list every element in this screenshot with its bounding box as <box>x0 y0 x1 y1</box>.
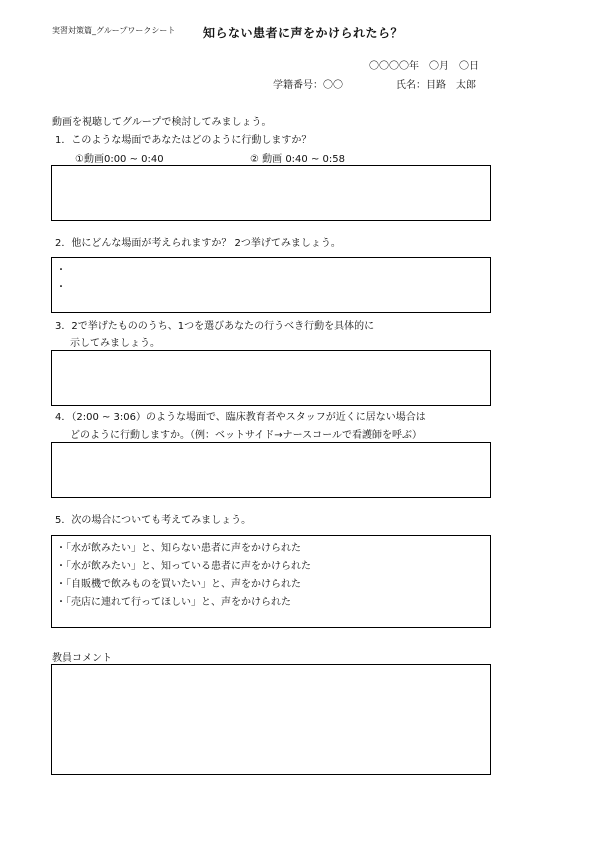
answer-box-1[interactable] <box>51 165 491 221</box>
answer-box-5[interactable] <box>51 535 491 628</box>
question-1: 1．このような場面であなたはどのように行動しますか？ <box>55 135 312 146</box>
teacher-comment-label: 教員コメント <box>52 653 112 664</box>
question-5: 5．次の場合についても考えてみましょう。 <box>55 515 252 526</box>
question-4-continued: どのように行動しますか。（例：ベットサイド→ナースコールで看護師を呼ぶ） <box>70 430 422 441</box>
student-name: 氏名：目路 太郎 <box>396 80 476 91</box>
date-field: 〇〇〇〇年 〇月 〇日 <box>369 61 479 72</box>
list-item: ・「水が飲みたい」と、知っている患者に声をかけられた <box>56 561 311 572</box>
question-3: 3．2で挙げたもののうち、1つを選びあなたの行うべき行動を具体的に <box>55 321 375 332</box>
answer-box-4[interactable] <box>51 442 491 498</box>
video-clip-2-label: ② 動画 0:40 ~ 0:58 <box>250 154 345 165</box>
answer-box-3[interactable] <box>51 350 491 406</box>
list-item: ・「自販機で飲みものを買いたい」と、声をかけられた <box>56 579 301 590</box>
answer-box-2[interactable] <box>51 257 491 313</box>
student-number: 学籍番号：〇〇 <box>273 80 343 91</box>
instructions: 動画を視聴してグループで検討してみましょう。 <box>52 117 272 128</box>
video-clip-1-label: ①動画0:00 ~ 0:40 <box>75 154 164 165</box>
question-3-continued: 示してみましょう。 <box>70 338 160 349</box>
bullet-item: ・ <box>56 282 66 293</box>
page-title: 知らない患者に声をかけられたら？ <box>203 26 404 40</box>
teacher-comment-box[interactable] <box>51 664 491 775</box>
bullet-item: ・ <box>56 265 66 276</box>
list-item: ・「水が飲みたい」と、知らない患者に声をかけられた <box>56 543 301 554</box>
question-2: 2．他にどんな場面が考えられますか？ 2つ挙げてみましょう。 <box>55 238 341 249</box>
list-item: ・「売店に連れて行ってほしい」と、声をかけられた <box>56 597 291 608</box>
course-label: 実習対策篇_グループワークシート <box>52 26 176 35</box>
question-4: 4．（2:00 ~ 3:06）のような場面で、臨床教育者やスタッフが近くに居ない場合は <box>55 412 426 423</box>
